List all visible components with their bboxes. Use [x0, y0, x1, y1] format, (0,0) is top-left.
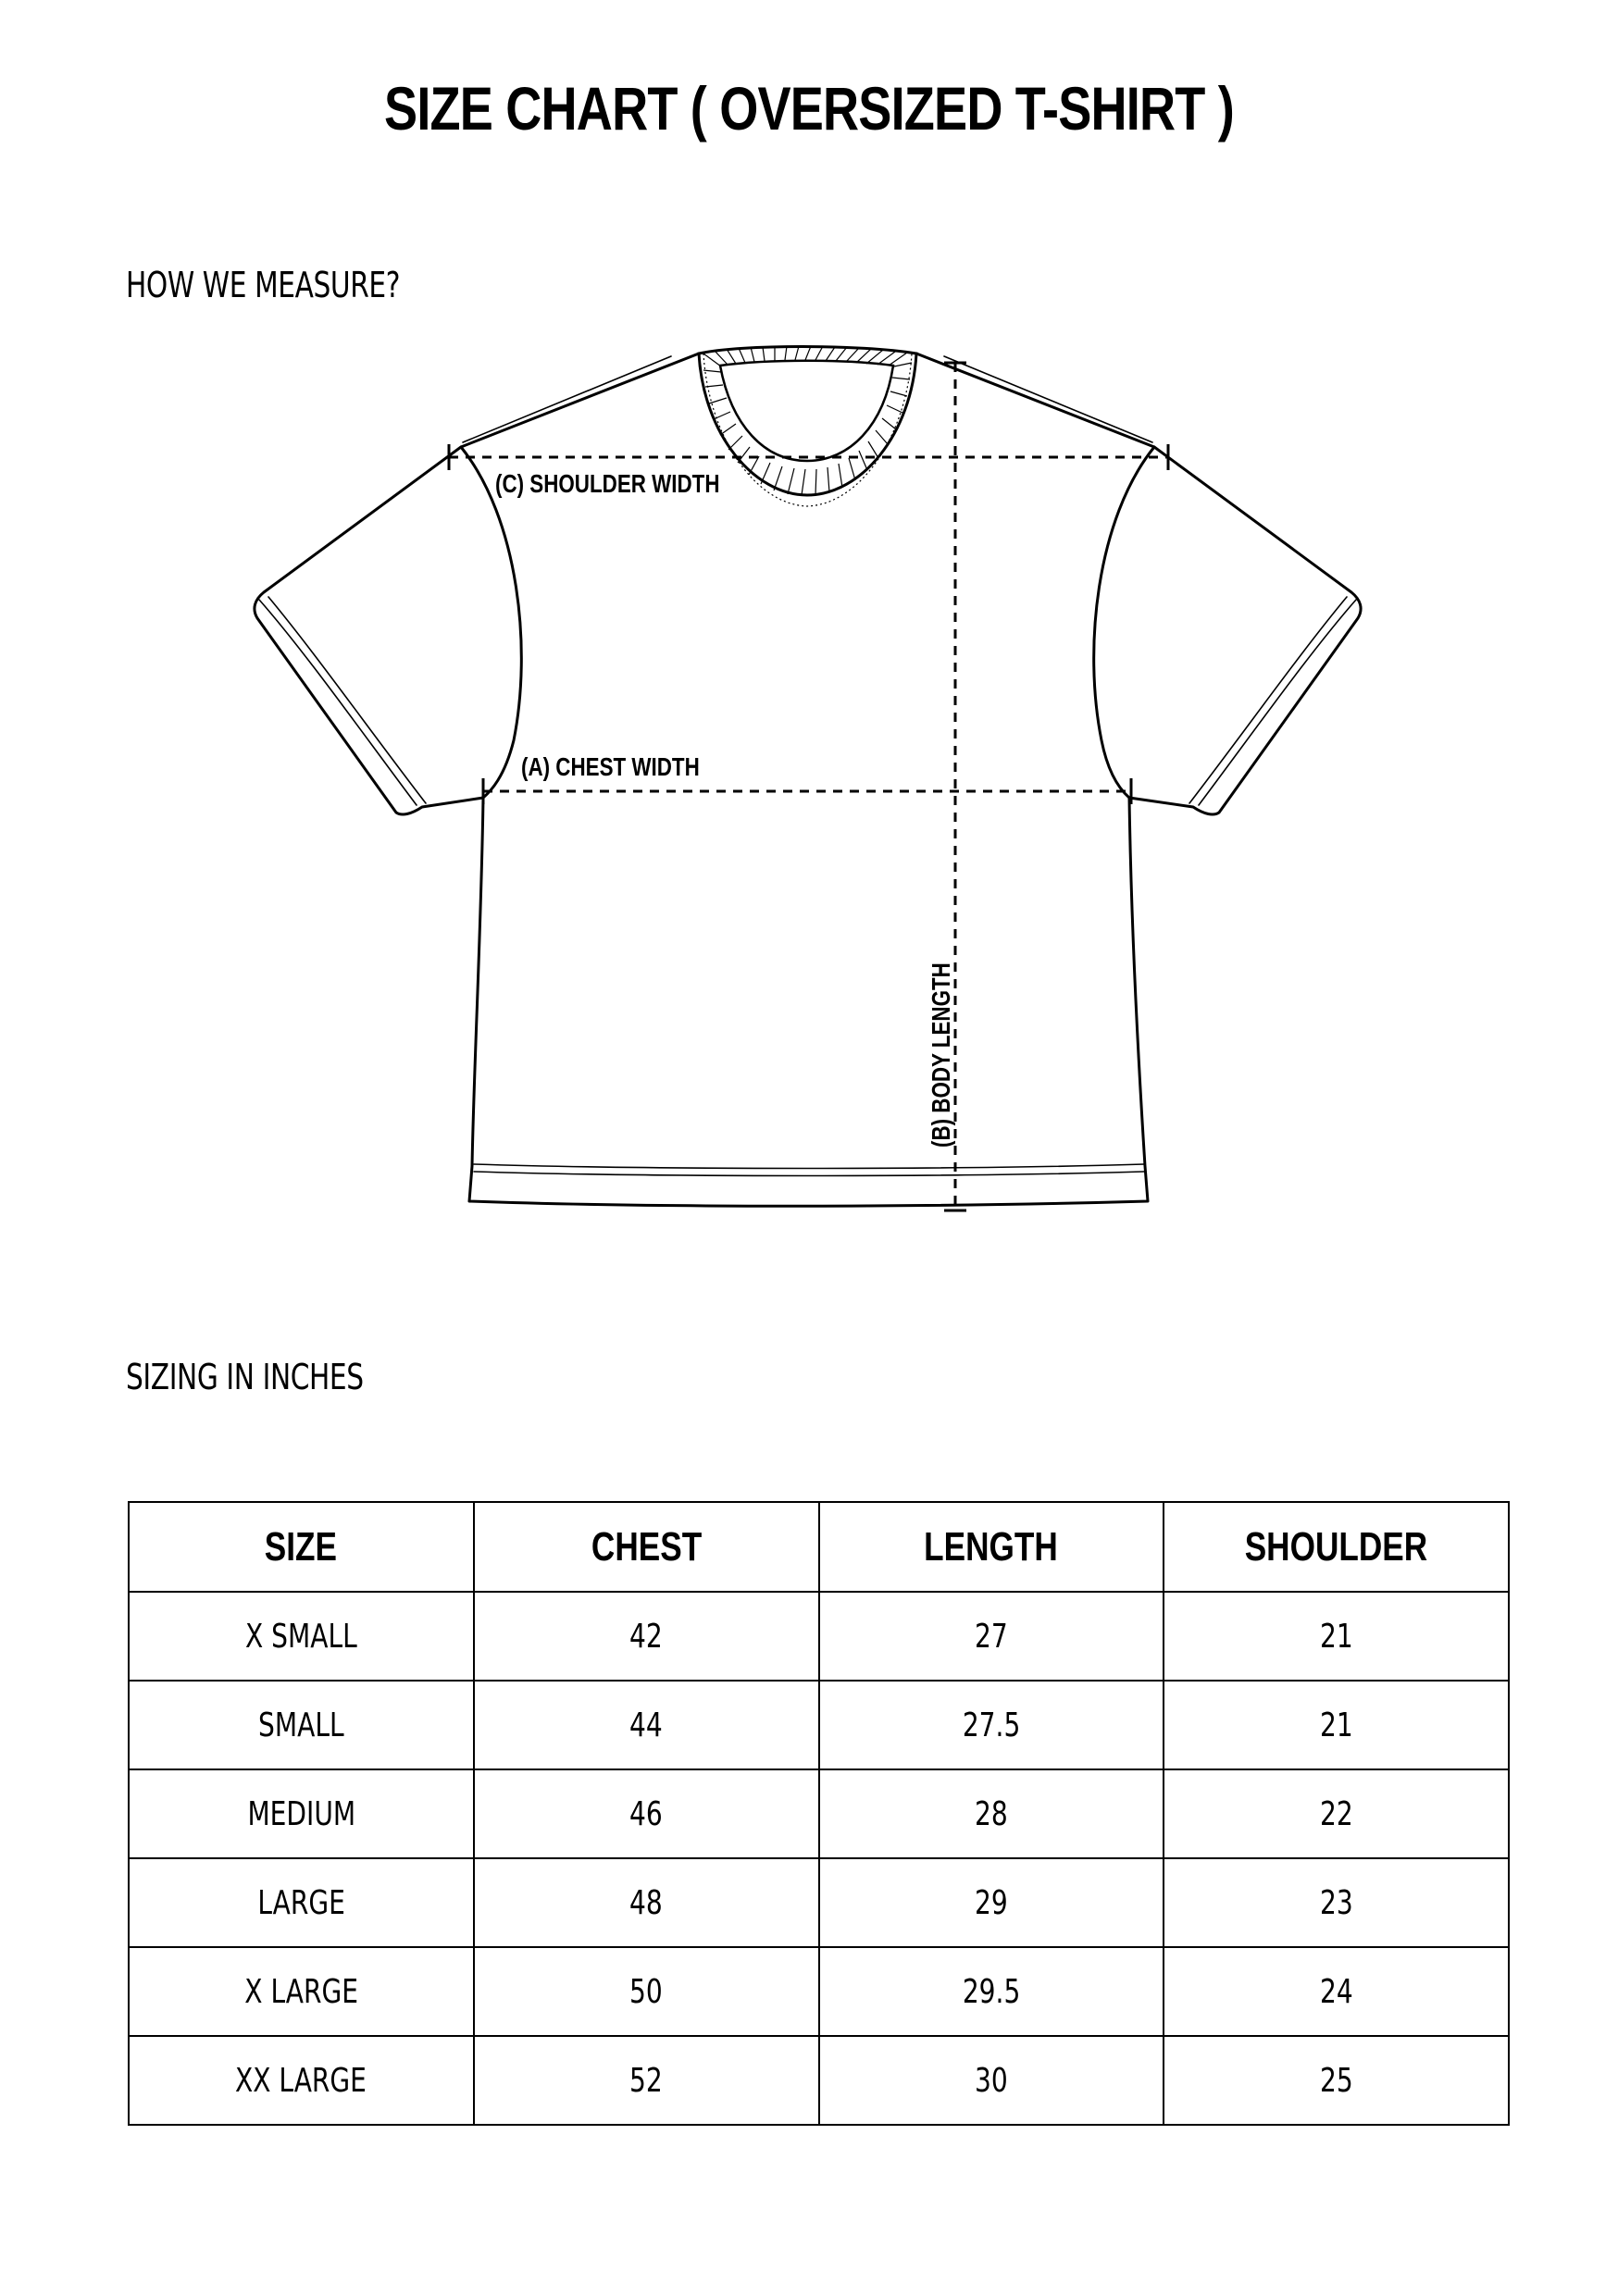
cell-size: X LARGE: [129, 1947, 474, 2036]
table-row: [129, 2036, 1509, 2125]
collar: [699, 346, 916, 506]
sizing-in-inches-label: SIZING IN INCHES: [126, 1357, 364, 1397]
cell-chest: 44: [474, 1681, 819, 1769]
cell-length: 29.5: [819, 1947, 1164, 2036]
table-row: [129, 1947, 1509, 2036]
header-length: LENGTH: [819, 1502, 1164, 1592]
table-row: [129, 1681, 1509, 1769]
cell-chest: 50: [474, 1947, 819, 2036]
cell-shoulder: 21: [1164, 1681, 1509, 1769]
chest-width-label: (A) CHEST WIDTH: [521, 752, 700, 782]
cell-size: MEDIUM: [129, 1769, 474, 1858]
cell-shoulder: 22: [1164, 1769, 1509, 1858]
table-header-row: [129, 1502, 1509, 1592]
table-row: [129, 1592, 1509, 1681]
cell-shoulder: 24: [1164, 1947, 1509, 2036]
cell-size: XX LARGE: [129, 2036, 474, 2125]
page-title: SIZE CHART ( OVERSIZED T-SHIRT ): [384, 74, 1234, 143]
header-size: SIZE: [129, 1502, 474, 1592]
chest-width-line: [483, 778, 1131, 804]
cell-size: X SMALL: [129, 1592, 474, 1681]
body-length-label: (B) BODY LENGTH: [927, 962, 956, 1148]
cell-length: 28: [819, 1769, 1164, 1858]
cell-shoulder: 23: [1164, 1858, 1509, 1947]
cell-chest: 42: [474, 1592, 819, 1681]
cell-chest: 48: [474, 1858, 819, 1947]
cell-length: 27.5: [819, 1681, 1164, 1769]
left-sleeve: [255, 447, 483, 814]
cell-length: 30: [819, 2036, 1164, 2125]
cell-length: 29: [819, 1858, 1164, 1947]
table-row: [129, 1769, 1509, 1858]
cell-size: SMALL: [129, 1681, 474, 1769]
cell-length: 27: [819, 1592, 1164, 1681]
cell-shoulder: 21: [1164, 1592, 1509, 1681]
header-shoulder: SHOULDER: [1164, 1502, 1509, 1592]
size-table: [128, 1501, 1510, 2126]
how-we-measure-label: HOW WE MEASURE?: [126, 265, 401, 305]
cell-chest: 52: [474, 2036, 819, 2125]
header-chest: CHEST: [474, 1502, 819, 1592]
right-sleeve: [1129, 447, 1361, 814]
cell-chest: 46: [474, 1769, 819, 1858]
table-row: [129, 1858, 1509, 1947]
shoulder-width-line: [449, 444, 1168, 470]
cell-shoulder: 25: [1164, 2036, 1509, 2125]
cell-size: LARGE: [129, 1858, 474, 1947]
shoulder-width-label: (C) SHOULDER WIDTH: [495, 469, 720, 499]
